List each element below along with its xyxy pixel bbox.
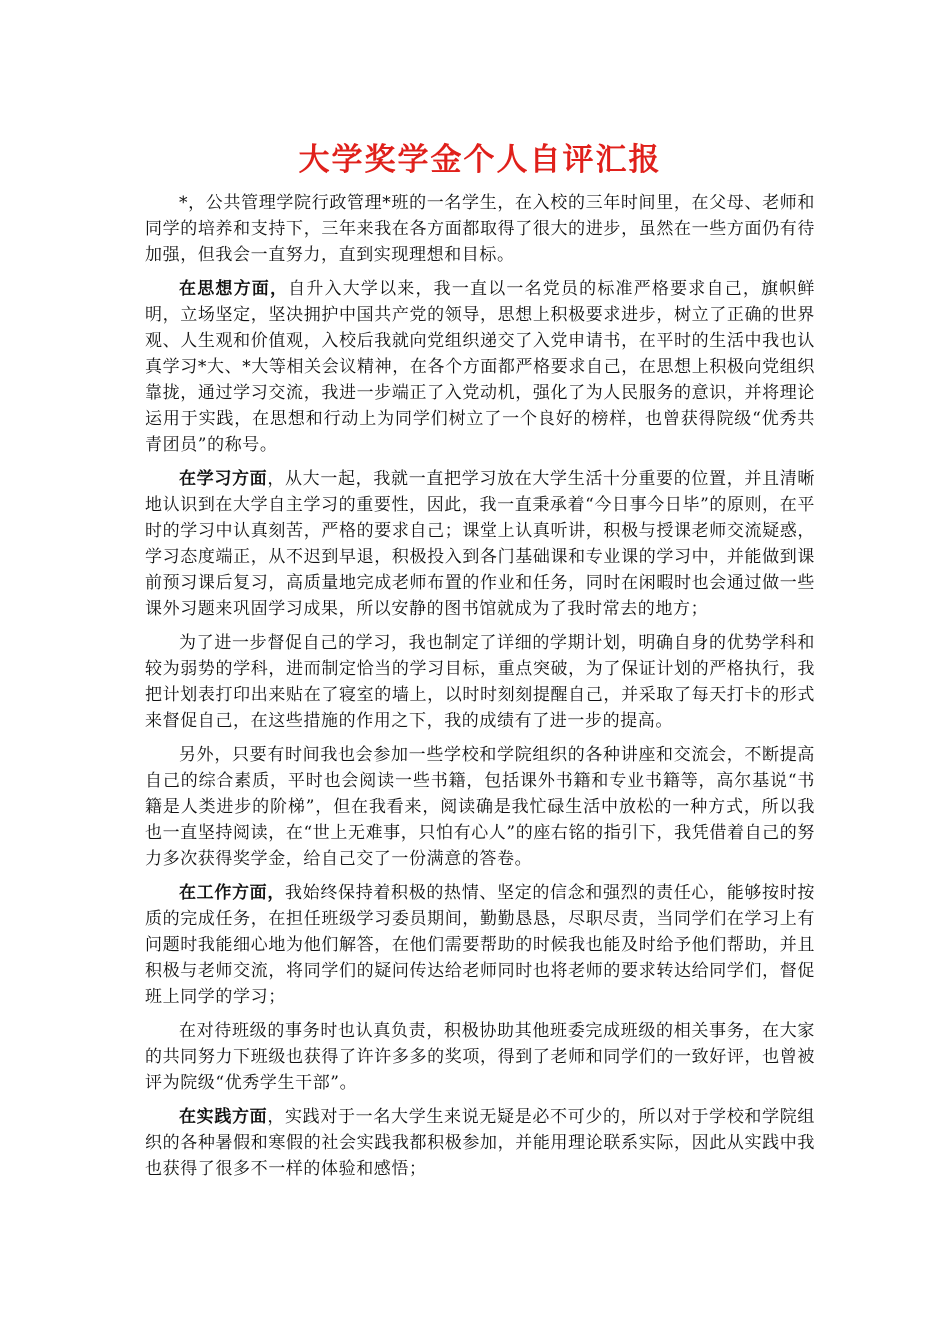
paragraph-lead: 在学习方面 [179,469,268,489]
paragraph-work [145,880,815,1010]
paragraph-practice [145,1104,815,1182]
paragraph-text: *，公共管理学院行政管理*班的一名学生，在入校的三年时间里，在父母、老师和同学的培养和支持下，三年来我在各方面都取得了很大的进步，虽然在一些方面仍有待加强，但我会一直努力，直到实现理想和目标。 [145,193,815,265]
paragraph-text: 另外，只要有时间我也会参加一些学校和学院组织的各种讲座和交流会，不断提高自己的综合素质，平时也会阅读一些书籍，包括课外书籍和专业书籍等，高尔基说“书籍是人类进步的阶梯”，但在我看来，阅读确是我忙碌生活中放松的一种方式，所以我也一直坚持阅读，在“世上无难事，只怕有心人”的座右铭的指引下，我凭借着自己的努力多次获得奖学金，给自己交了一份满意的答卷。 [145,745,815,869]
paragraph-text: 自升入大学以来，我一直以一名党员的标准严格要求自己，旗帜鲜明，立场坚定，坚决拥护中国共产党的领导，思想上积极要求进步，树立了正确的世界观、人生观和价值观，入校后我就向党组织递交了入党申请书，在平时的生活中我也认真学习*大、*大等相关会议精神，在各个方面都严格要求自己，在思想上积极向党组织靠拢，通过学习交流，我进一步端正了入党动机，强化了为人民服务的意识，并将理论运用于实践，在思想和行动上为同学们树立了一个良好的榜样，也曾获得院级“优秀共青团员”的称号。 [145,279,815,455]
paragraph-class-affairs [145,1018,815,1096]
paragraph-study-plan [145,630,815,734]
paragraph-lead: 在实践方面 [179,1107,268,1127]
paragraph-lead: 在思想方面， [179,279,289,299]
paragraph-lead: 在工作方面， [179,883,286,903]
document-page [145,138,815,1190]
paragraph-text: ，实践对于一名大学生来说无疑是必不可少的，所以对于学校和学院组织的各种暑假和寒假的社会实践我都积极参加，并能用理论联系实际，因此从实践中我也获得了很多不一样的体验和感悟； [145,1107,815,1179]
document-title: 大学奖学金个人自评汇报 [298,142,662,178]
paragraph-text: 为了进一步督促自己的学习，我也制定了详细的学期计划，明确自身的优势学科和较为弱势的学科，进而制定恰当的学习目标，重点突破，为了保证计划的严格执行，我把计划表打印出来贴在了寝室的墙上，以时时刻刻提醒自己，并采取了每天打卡的形式来督促自己，在这些措施的作用之下，我的成绩有了进一步的提高。 [145,633,815,731]
paragraph-intro [145,190,815,268]
paragraph-text: 我始终保持着积极的热情、坚定的信念和强烈的责任心，能够按时按质的完成任务，在担任班级学习委员期间，勤勤恳恳，尽职尽责，当同学们在学习上有问题时我能细心地为他们解答，在他们需要帮助的时候我也能及时给予他们帮助，并且积极与老师交流，将同学们的疑问传达给老师同时也将老师的要求转达给同学们，督促班上同学的学习； [145,883,815,1007]
paragraph-text: 在对待班级的事务时也认真负责，积极协助其他班委完成班级的相关事务，在大家的共同努力下班级也获得了许许多多的奖项，得到了老师和同学们的一致好评，也曾被评为院级“优秀学生干部”。 [145,1021,815,1093]
paragraph-study [145,466,815,622]
paragraph-thought [145,276,815,458]
paragraph-reading [145,742,815,872]
paragraph-text: ，从大一起，我就一直把学习放在大学生活十分重要的位置，并且清晰地认识到在大学自主学习的重要性，因此，我一直秉承着“今日事今日毕”的原则，在平时的学习中认真刻苦，严格的要求自己；课堂上认真听讲，积极与授课老师交流疑惑，学习态度端正，从不迟到早退，积极投入到各门基础课和专业课的学习中，并能做到课前预习课后复习，高质量地完成老师布置的作业和任务，同时在闲暇时也会通过做一些课外习题来巩固学习成果，所以安静的图书馆就成为了我时常去的地方； [145,469,815,619]
